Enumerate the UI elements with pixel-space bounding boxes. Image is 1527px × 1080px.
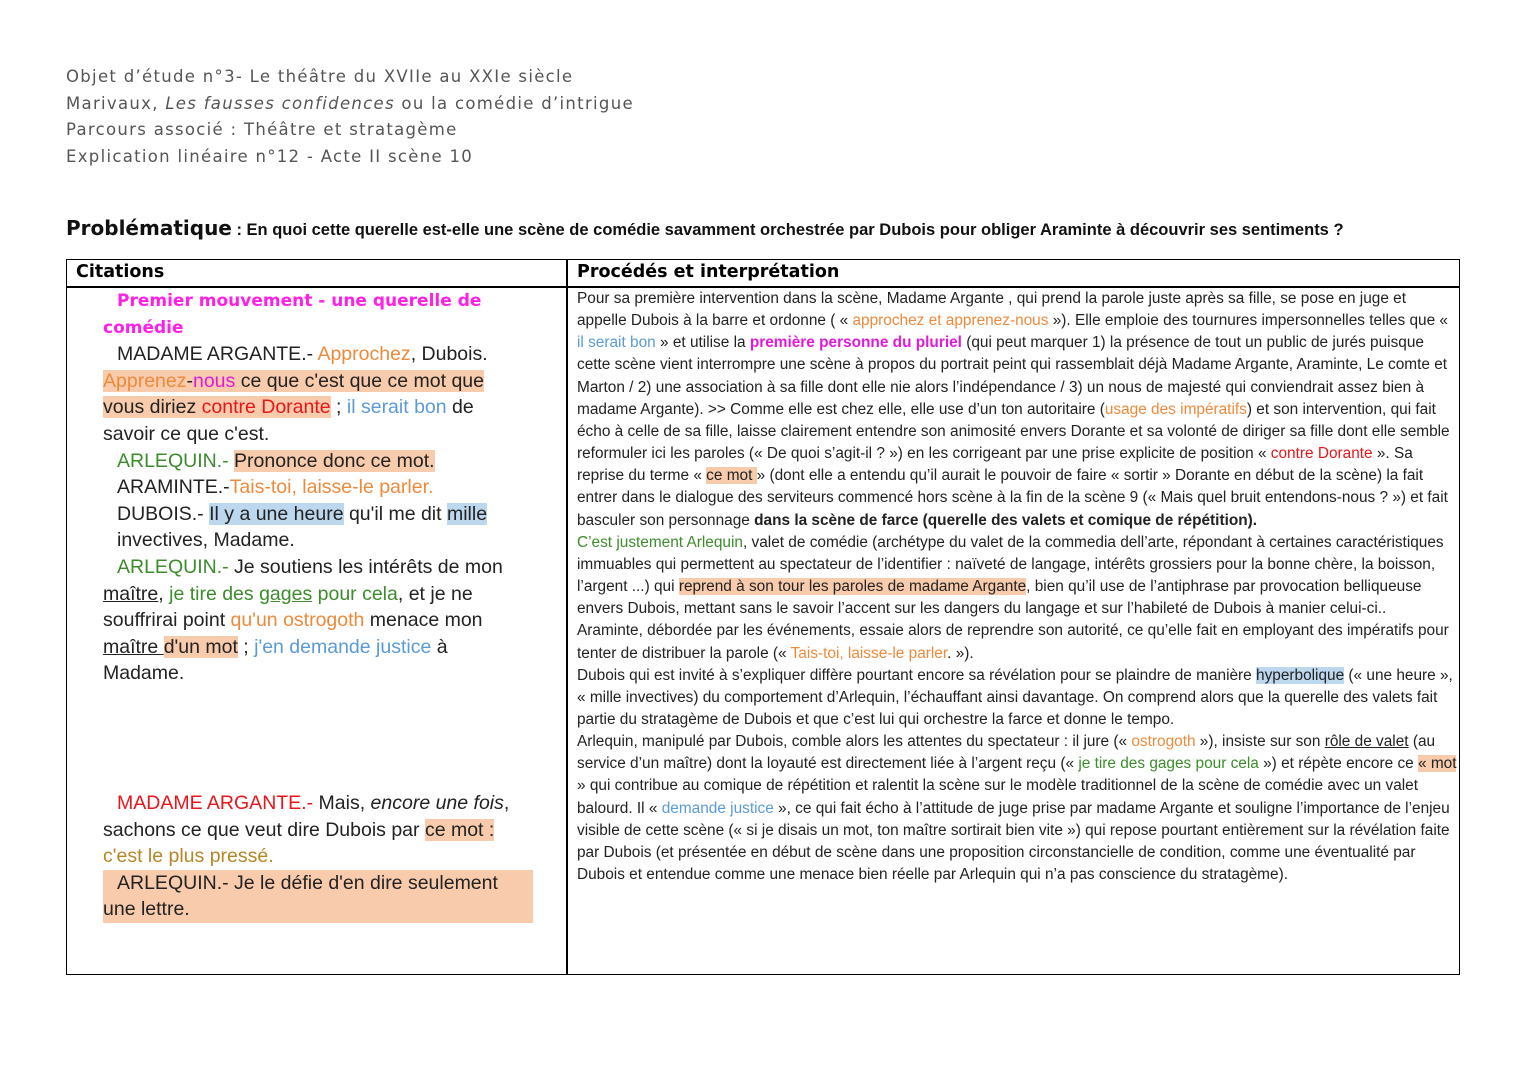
analysis-table (66, 259, 1460, 975)
text: ce que c'est que ce mot que vous diriez (103, 369, 484, 419)
replique-arlequin-2 (103, 554, 503, 687)
text: , sachons ce que veut dire Dubois par (103, 792, 510, 841)
problematique (66, 216, 1466, 240)
problematique-text: : En quoi cette querelle est-elle une scène de comédie savamment orchestrée par Dubois pour obliger Araminte à découvrir ses sentiments ? (231, 221, 1344, 239)
column-header-citations: Citations (76, 262, 165, 282)
header-line-2 (66, 91, 634, 118)
quote-nous: nous (192, 369, 236, 392)
text: (qui peut marquer 1) la présence de tout un public de jurés puisque cette scène vient interrompre une scène à propos du portrait peint qui rassemblait déjà Madame Argante, Araminte, Le comte et Marton / 2) une association à sa fille dont elle nie alors l’indépendance / 3) un nous de majesté qui conviendrait assez bien à madame Argante). >> Comme elle est chez elle, elle use d’un ton autoritaire ( (577, 334, 1448, 418)
text: , bien qu’il use de l’antiphrase par provocation belliqueuse envers Dubois, mettant sans le savoir l’accent sur les dangers du langage et sur l’habileté de Dubois à manier celui-ci.. (577, 578, 1422, 618)
text: ») et répète encore ce (1258, 755, 1418, 773)
quote: première personne du pluriel (749, 334, 962, 352)
quote: reprend à son tour les paroles de madame Argante (678, 578, 1027, 596)
text: ; (330, 396, 347, 419)
speaker: DUBOIS.- (117, 502, 204, 525)
procede-paragraph-2 (577, 532, 1457, 621)
text: Mais, (313, 792, 371, 814)
citations-block (103, 288, 503, 687)
speaker: MADAME ARGANTE.- (117, 792, 314, 814)
text: ) et son intervention, qui fait écho à celle de sa fille, laisse clairement entendre son animosité envers Dorante et sa volonté de diriger sa fille dont elle semble reformuler ici les paroles (« De quoi s’agit-il ? ») en les corrigeant par une prise explicite de position « (577, 400, 1450, 463)
text: ». Sa reprise du terme « (577, 445, 1413, 485)
text: Arlequin, manipulé par Dubois, comble alors les attentes du spectateur : il jure (« (577, 733, 1132, 751)
header-line-1: Objet d’étude n°3- Le théâtre du XVIIe au XXIe siècle (66, 67, 574, 86)
problematique-label: Problématique (66, 216, 232, 240)
quote-plus-presse: c'est le plus pressé. (103, 845, 274, 868)
replique-dubois (103, 501, 503, 554)
quote: ostrogoth (1131, 733, 1196, 751)
speaker: MADAME ARGANTE.- (117, 343, 314, 366)
replique-araminte (103, 474, 503, 501)
quote-tais-toi: Tais-toi, laisse-le parler. (229, 476, 434, 499)
movement-title: Premier mouvement - une querelle de comédie (103, 291, 482, 338)
header-line-2-rest: ou la comédie d’intrigue (394, 93, 634, 113)
quote: demande justice (661, 799, 774, 817)
text: » qui contribue au comique de répétition et ralentit la scène sur le modèle traditionnel de la scène de comédie avec un valet balourd. Il « (577, 777, 1419, 817)
quote-il-serait-bon: il serait bon (346, 396, 447, 419)
text: » et utilise la (655, 334, 750, 352)
speaker: ARLEQUIN.- (117, 555, 229, 578)
speaker: ARLEQUIN.- (117, 449, 229, 472)
quote-ostrogoth: qu'un ostrogoth (230, 609, 365, 632)
column-header-procedes: Procédés et interprétation (577, 262, 840, 282)
text: (au service d’un maître) dont la loyauté est directement liée à l’argent reçu (« (577, 733, 1436, 773)
replique-madame-argante-2 (103, 790, 543, 870)
text: à Madame. (103, 635, 448, 685)
quote: il serait bon (577, 334, 656, 352)
text: »), insiste sur son (1195, 733, 1325, 751)
text: , valet de comédie (archétype du valet de la commedia dell’arte, répondant à certaines caractéristiques immuables qui permettent au spectateur de l’identifier : naïveté de langage, intérêts grossiers pour la bonne chère, la boisson, l’argent ...) qui (577, 533, 1444, 596)
quote: C’est justement Arlequin (577, 533, 743, 551)
replique-arlequin-1 (103, 448, 503, 475)
text: Pour sa première intervention dans la scène, Madame Argante , qui prend la parole juste après sa fille, se pose en juge et appelle Dubois à la barre et ordonne ( « (577, 290, 1407, 330)
procede-paragraph-5 (577, 731, 1457, 886)
header-line-3: Parcours associé : Théâtre et stratagème (66, 120, 458, 139)
text: de savoir ce que c'est. (103, 396, 474, 445)
text: Je soutiens les intérêts de mon (228, 555, 503, 578)
document-header (66, 64, 634, 170)
quote-contre-dorante: contre Dorante (201, 396, 331, 419)
work-title: Les fausses confidences (165, 93, 395, 113)
text: (« une heure », « mille invectives) du comportement d’Arlequin, l’échauffant ainsi davantage. On comprend alors que la querelle des valets fait partie du stratagème de Dubois et que c’est lui qui orchestre la farce et donne le tempo. (577, 666, 1453, 728)
quote: je tire des gages pour cela (1078, 755, 1259, 773)
quote-gages: gages (259, 582, 313, 605)
header-line-4: Explication linéaire n°12 - Acte II scène 10 (66, 146, 474, 166)
text: »). Elle emploie des tournures impersonnelles telles que « (1048, 312, 1448, 330)
quote: ce mot (706, 467, 757, 485)
text: » (dont elle a entendu qu’il aurait le pouvoir de faire « sortir » Dorante en début de la scène) la fait entrer dans le dialogue des serviteurs commencé hors scène à la fin de la scène 9 (« Mais quel bruit entendons-nous ? ») et fait basculer son personnage (577, 467, 1448, 529)
text: invectives, Madame. (117, 529, 295, 552)
quote-approchez: Approchez (317, 343, 411, 366)
text: Je le défie d'en dire seulement une lettre. (103, 871, 498, 921)
quote: usage des impératifs (1104, 400, 1247, 418)
column-divider (566, 260, 568, 974)
procedes-block (577, 288, 1457, 886)
text: - (186, 369, 193, 392)
procede-paragraph-3 (577, 620, 1457, 664)
quote-justice: j'en demande justice (254, 635, 432, 658)
text: menace mon (364, 609, 483, 632)
quote-prononce: Prononce donc ce mot. (234, 449, 435, 472)
quote: « mot (1417, 755, 1457, 773)
quote-ce-mot: ce mot : (424, 818, 495, 841)
quote-maitre: maître (103, 582, 159, 605)
citations-block-2 (103, 790, 543, 923)
quote-mille: mille (446, 502, 488, 525)
text: . »). (947, 644, 974, 662)
text-bold: dans la scène de farce (querelle des valets et comique de répétition). (754, 511, 1258, 529)
speaker: ARLEQUIN.- (117, 871, 229, 894)
quote: hyperbolique (1256, 666, 1345, 684)
procede-paragraph-4 (577, 665, 1457, 731)
replique-madame-argante-1 (103, 341, 503, 368)
quote-maitre-2: maître (103, 635, 164, 658)
text: qu'il me dit (343, 502, 447, 525)
quote: rôle de valet (1324, 733, 1409, 751)
quote-gages-a: je tire des (169, 582, 260, 605)
author: Marivaux, (66, 93, 166, 113)
text: ; (237, 635, 255, 658)
procede-paragraph-1 (577, 288, 1457, 532)
text: », ce qui fait écho à l’attitude de juge prise par madame Argante et souligne l’importance de l’enjeu visible de cette scène (« si je disais un mot, ton maître sortirait bien vite ») qui repose pourtant entièrement sur la révélation faite par Dubois (et présentée en début de scène dans une proposition circonstancielle de condition, comme une éventualité par Dubois et entendue comme une menace bien réelle par Arlequin qui n’a pas conscience du stratagème). (577, 799, 1450, 884)
quote-gages-b: pour cela (312, 582, 398, 605)
text: Araminte, débordée par les événements, essaie alors de reprendre son autorité, ce qu’elle fait en employant des impératifs pour tenter de distribuer la parole (« (577, 622, 1449, 662)
quote-une-heure: Il y a une heure (209, 502, 344, 525)
text: Dubois qui est invité à s’expliquer diffère pourtant encore sa révélation pour se plaindre de manière (577, 666, 1257, 684)
quote: Tais-toi, laisse-le parler (790, 644, 948, 662)
quote-apprenez: Apprenez (103, 369, 187, 392)
speaker: ARAMINTE.- (117, 476, 230, 499)
replique-madame-argante-1-cont (103, 368, 503, 448)
quote: contre Dorante (1270, 445, 1373, 463)
quote-encore-une-fois: encore une fois (370, 792, 504, 814)
text: , (158, 582, 170, 605)
quote: approchez et apprenez-nous (852, 312, 1049, 330)
replique-arlequin-3 (103, 870, 533, 923)
text: , et je ne souffrirai point (103, 582, 473, 632)
quote-d-un-mot: d'un mot (163, 635, 238, 658)
text: , Dubois. (410, 343, 488, 366)
